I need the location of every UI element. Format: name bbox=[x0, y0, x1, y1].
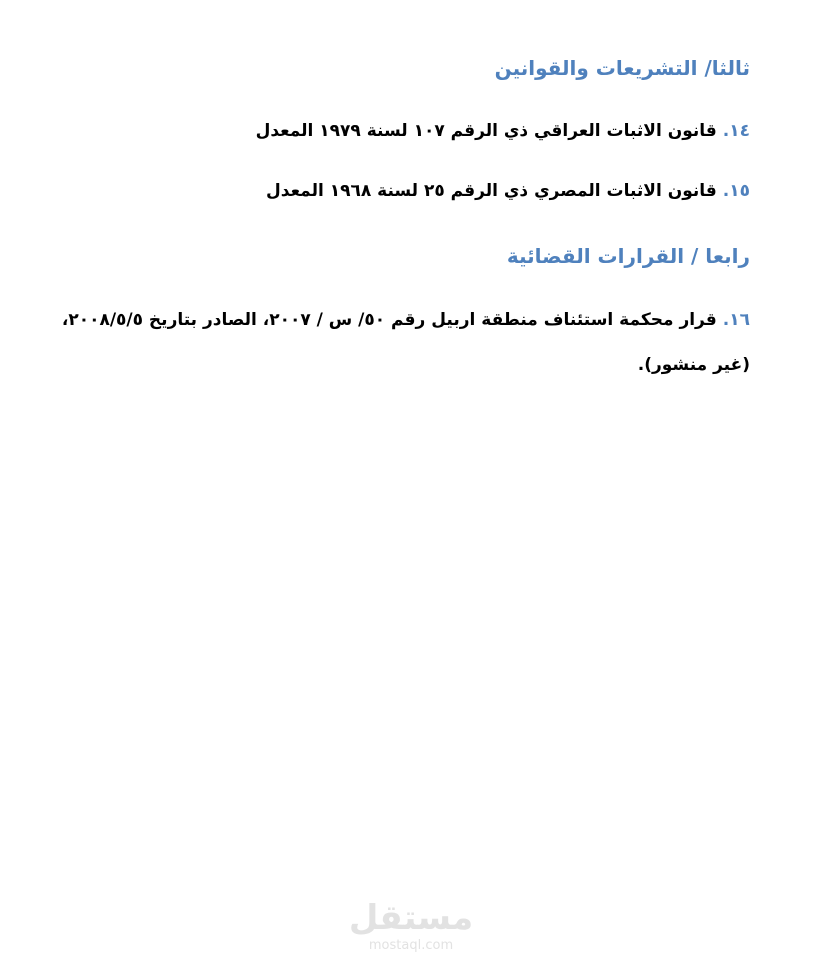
item-text-14: قانون الاثبات العراقي ذي الرقم ١٠٧ لسنة ١٩٧٩ المعدل bbox=[255, 121, 717, 141]
item-text-16: قرار محكمة استئناف منطقة اربيل رقم ٥٠/ س / ٢٠٠٧، الصادر بتاريخ ٢٠٠٨/٥/٥، (غير منشور). bbox=[61, 310, 750, 375]
item-number-15: ١٥. bbox=[722, 181, 750, 201]
item-number-14: ١٤. bbox=[722, 121, 750, 141]
section-heading-legislation: ثالثا/ التشريعات والقوانين bbox=[494, 56, 750, 80]
item-text-15: قانون الاثبات المصري ذي الرقم ٢٥ لسنة ١٩٦٨ المعدل bbox=[266, 181, 717, 201]
reference-item-14 bbox=[256, 121, 750, 141]
item-number-16: ١٦. bbox=[722, 310, 750, 330]
reference-item-15 bbox=[266, 181, 750, 201]
watermark-logo-text: مستقل bbox=[348, 898, 474, 938]
section-heading-judicial-decisions: رابعا / القرارات القضائية bbox=[506, 244, 750, 268]
reference-item-16 bbox=[38, 298, 750, 388]
watermark-site: mostaql.com bbox=[368, 938, 454, 953]
